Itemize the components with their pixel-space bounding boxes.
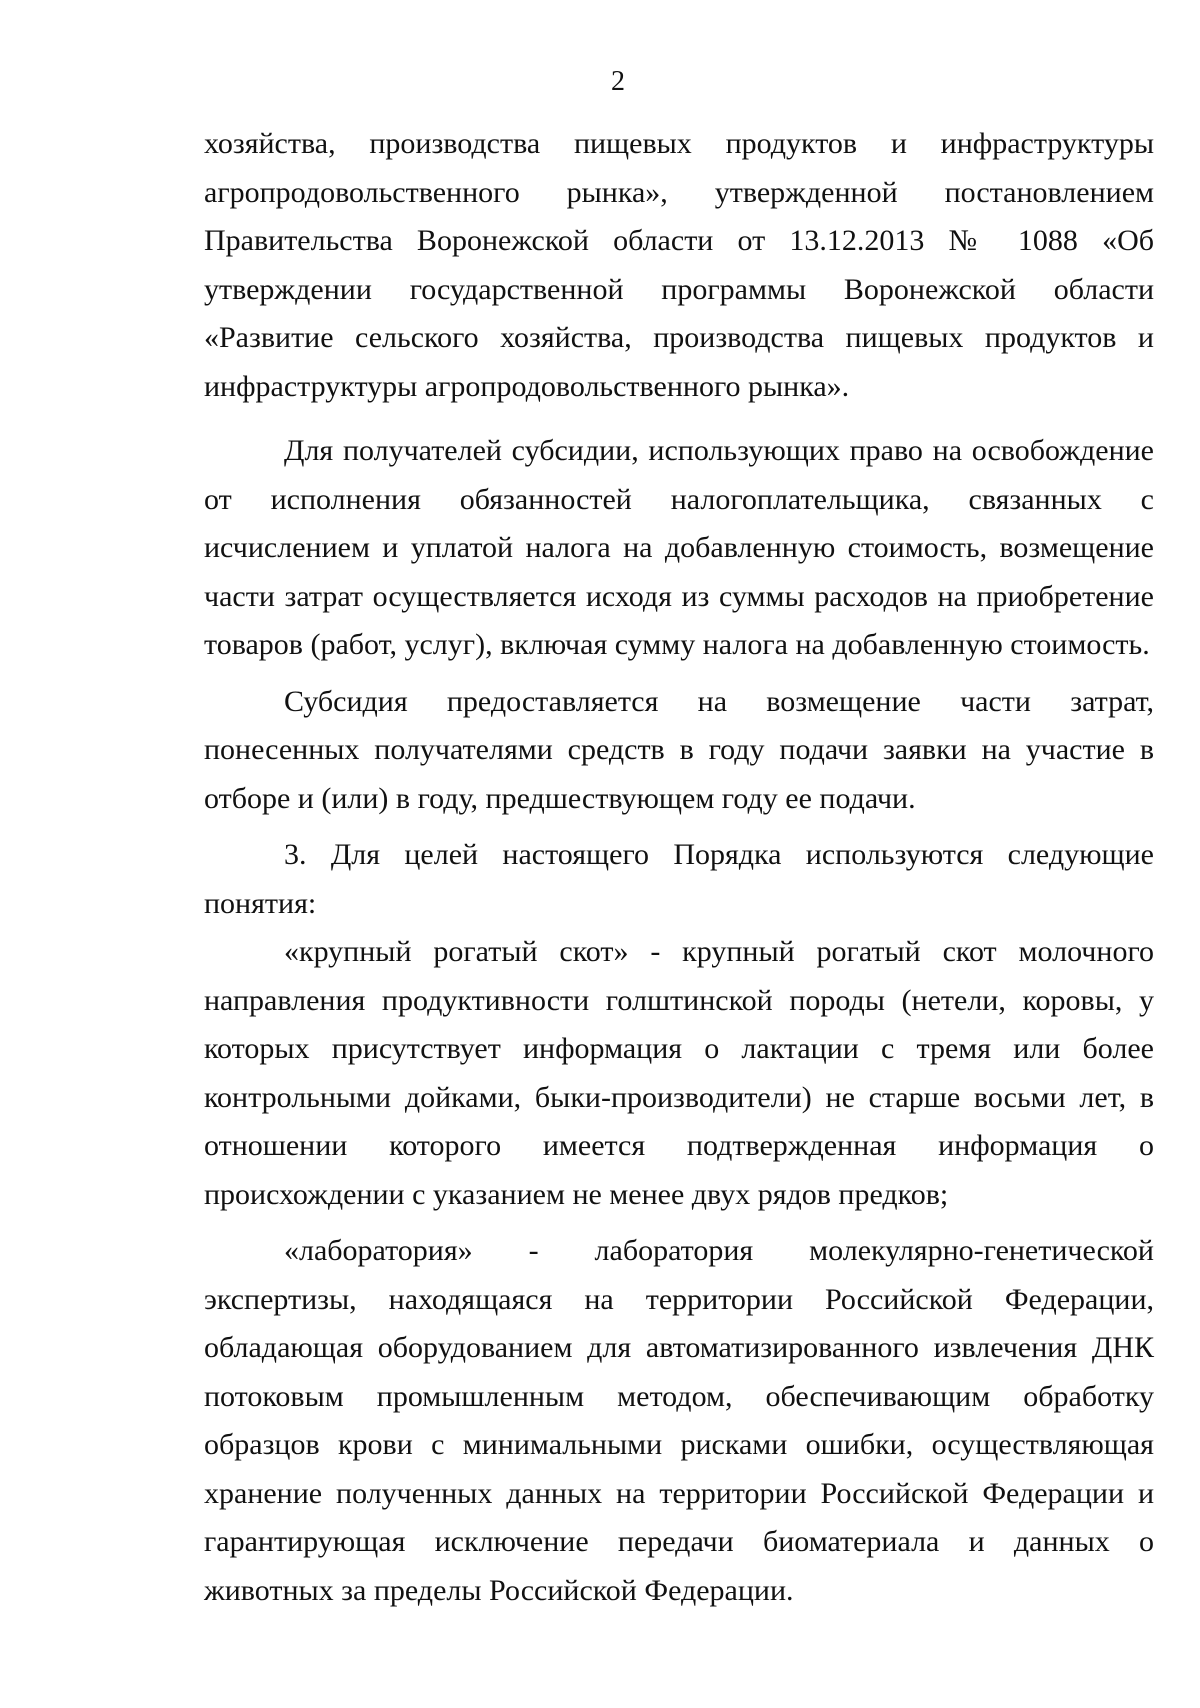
paragraph-definitions-intro: 3. Для целей настоящего Порядка используются следующие понятия: bbox=[204, 838, 1154, 920]
document-body bbox=[204, 120, 1154, 1615]
paragraph-program-reference: хозяйства, производства пищевых продуктов и инфраструктуры агропродовольственного рынка», утвержденной постановлением Правительства Воронежской области от 13.12.2013 № 1088 «Об утверждении государственной программы Воронежской области «Развитие сельского хозяйства, производства пищевых продуктов и инфраструктуры агропродовольственного рынка». bbox=[204, 127, 1154, 403]
page-number: 2 bbox=[611, 66, 625, 97]
paragraph-vat-exemption: Для получателей субсидии, использующих право на освобождение от исполнения обязанностей налогоплательщика, связанных с исчислением и уплатой налога на добавленную стоимость, возмещение части затрат осуществляется исходя из суммы расходов на приобретение товаров (работ, услуг), включая сумму налога на добавленную стоимость. bbox=[204, 434, 1154, 661]
paragraph-subsidy-period: Субсидия предоставляется на возмещение части затрат, понесенных получателями средств в году подачи заявки на участие в отборе и (или) в году, предшествующем году ее подачи. bbox=[204, 684, 1154, 815]
paragraph-definition-laboratory: «лаборатория» - лаборатория молекулярно-генетической экспертизы, находящаяся на территории Российской Федерации, обладающая оборудованием для автоматизированного извлечения ДНК потоковым промышленным методом, обеспечивающим обработку образцов крови с минимальными рисками ошибки, осуществляющая хранение полученных данных на территории Российской Федерации и гарантирующая исключение передачи биоматериала и данных о животных за пределы Российской Федерации. bbox=[204, 1234, 1154, 1607]
paragraph-definition-cattle: «крупный рогатый скот» - крупный рогатый скот молочного направления продуктивности голштинской породы (нетели, коровы, у которых присутствует информация о лактации с тремя или более контрольными дойками, быки-производители) не старше восьми лет, в отношении которого имеется подтвержденная информация о происхождении с указанием не менее двух рядов предков; bbox=[204, 935, 1154, 1211]
